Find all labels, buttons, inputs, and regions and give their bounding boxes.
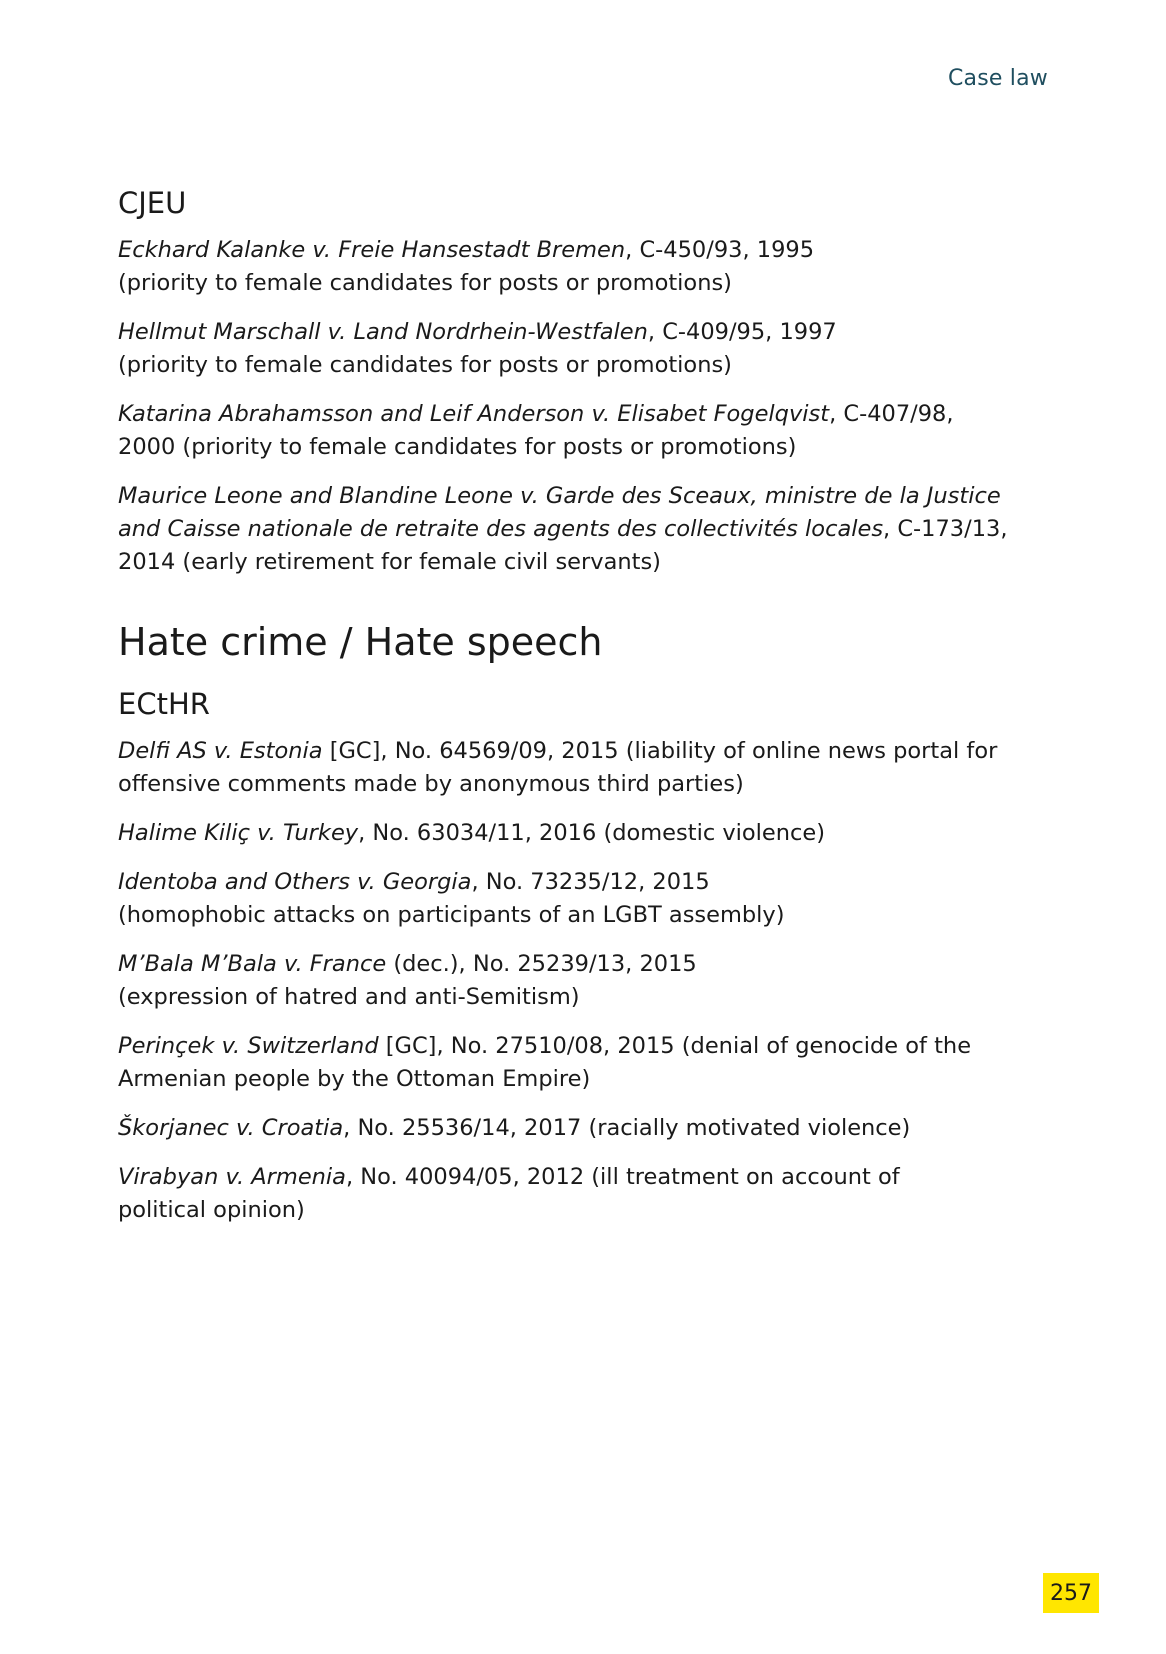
case-details: [GC], No. 64569/09, 2015 (liability of online news portal for: [322, 738, 998, 764]
running-header: Case law: [947, 66, 1048, 91]
case-details: , No. 25536/14, 2017 (racially motivated violence): [343, 1115, 911, 1141]
case-name: Perinçek v. Switzerland: [118, 1033, 379, 1059]
case-details: (dec.), No. 25239/13, 2015: [386, 951, 697, 977]
case-description: offensive comments made by anonymous third parties): [118, 771, 744, 797]
case-description: 2014 (early retirement for female civil servants): [118, 549, 661, 575]
case-name: Eckhard Kalanke v. Freie Hansestadt Bremen: [118, 237, 626, 263]
case-entry-skorjanec: [118, 1112, 1018, 1145]
case-description: (expression of hatred and anti-Semitism): [118, 984, 580, 1010]
case-name: Delfi AS v. Estonia: [118, 738, 323, 764]
case-description: (priority to female candidates for posts or promotions): [118, 352, 732, 378]
case-name: M’Bala M’Bala v. France: [118, 951, 387, 977]
case-entry-kilic: [118, 817, 1018, 850]
case-name: Virabyan v. Armenia: [118, 1164, 346, 1190]
case-details: , C-409/95, 1997: [647, 319, 837, 345]
case-details: , No. 40094/05, 2012 (ill treatment on account of: [345, 1164, 900, 1190]
case-description: 2000 (priority to female candidates for posts or promotions): [118, 434, 797, 460]
case-entry-kalanke: [118, 234, 1018, 300]
case-name: Identoba and Others v. Georgia: [118, 869, 472, 895]
case-details: , C-173/13,: [883, 516, 1008, 542]
case-entry-identoba: [118, 866, 1018, 932]
case-details: [GC], No. 27510/08, 2015 (denial of genocide of the: [378, 1033, 972, 1059]
case-entry-leone: [118, 480, 1018, 579]
ecthr-heading: ECtHR: [118, 687, 210, 721]
page-content: [118, 186, 1018, 1243]
cjeu-heading: CJEU: [118, 186, 187, 220]
case-name: Katarina Abrahamsson and Leif Anderson v. Elisabet Fogelqvist: [118, 401, 830, 427]
case-details: , C-407/98,: [829, 401, 954, 427]
case-entry-virabyan: [118, 1161, 1018, 1227]
case-description: political opinion): [118, 1197, 305, 1223]
case-name: Maurice Leone and Blandine Leone v. Garde des Sceaux, ministre de la Justice: [118, 483, 1001, 509]
case-entry-mbala: [118, 948, 1018, 1014]
case-entry-delfi: [118, 735, 1018, 801]
case-entry-abrahamsson: [118, 398, 1018, 464]
case-details: , C-450/93, 1995: [625, 237, 815, 263]
case-name-continued: and Caisse nationale de retraite des agents des collectivités locales: [118, 516, 884, 542]
case-name: Škorjanec v. Croatia: [118, 1115, 344, 1141]
case-description: (priority to female candidates for posts or promotions): [118, 270, 732, 296]
case-name: Hellmut Marschall v. Land Nordrhein-Westfalen: [118, 319, 648, 345]
case-description: (homophobic attacks on participants of an LGBT assembly): [118, 902, 785, 928]
case-details: , No. 63034/11, 2016 (domestic violence): [358, 820, 826, 846]
case-entry-marschall: [118, 316, 1018, 382]
case-description: Armenian people by the Ottoman Empire): [118, 1066, 591, 1092]
case-details: , No. 73235/12, 2015: [471, 869, 710, 895]
case-name: Halime Kiliç v. Turkey: [118, 820, 359, 846]
section-heading-hate-crime: Hate crime / Hate speech: [118, 620, 603, 664]
page-number: 257: [1043, 1573, 1099, 1613]
case-entry-perincek: [118, 1030, 1018, 1096]
